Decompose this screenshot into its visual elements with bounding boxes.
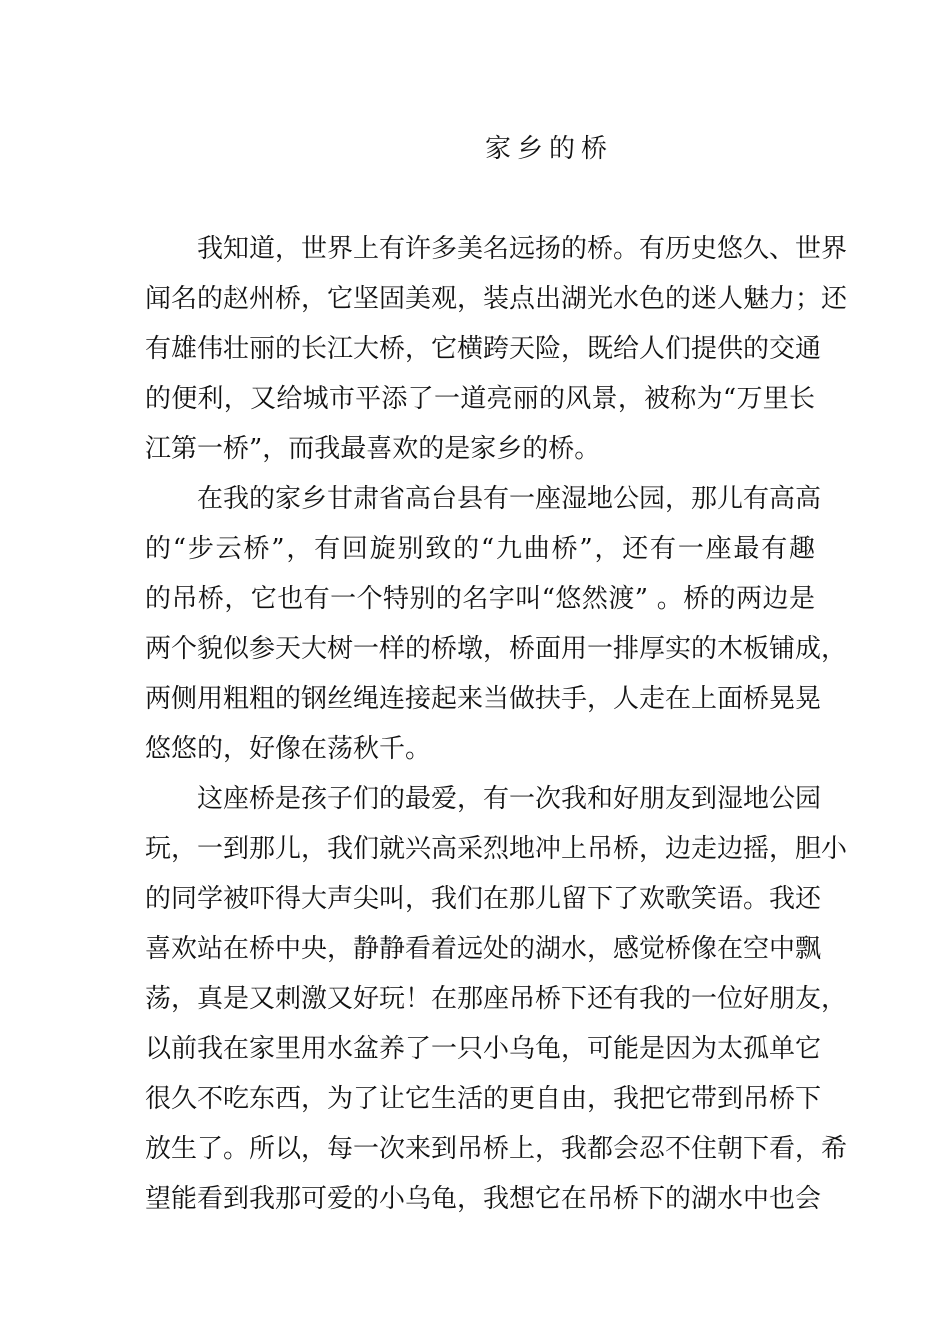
text-line: 放生了。所以，每一次来到吊桥上，我都会忍不住朝下看，希 [145,1134,848,1164]
text-line: 望能看到我那可爱的小乌龟，我想它在吊桥下的湖水中也会 [145,1184,822,1214]
text-line: 江第一桥”，而我最喜欢的是家乡的桥。 [145,434,601,464]
text-line: 我知道，世界上有许多美名远扬的桥。有历史悠久、世界 [197,234,848,264]
text-line: 以前我在家里用水盆养了一只小乌龟，可能是因为太孤单它 [145,1034,822,1064]
text-line: 悠悠的，好像在荡秋千。 [145,734,432,764]
text-line: 两个貌似参天大树一样的桥墩，桥面用一排厚实的木板铺成， [145,634,848,664]
text-line: 的吊桥，它也有一个特别的名字叫“悠然渡” 。桥的两边是 [145,584,815,614]
text-line: 在我的家乡甘肃省高台县有一座湿地公园，那儿有高高 [197,484,822,514]
document-title: 家乡的桥 [484,134,613,164]
text-line: 的“步云桥”，有回旋别致的“九曲桥”，还有一座最有趣 [145,534,815,564]
text-line: 荡，真是又刺激又好玩！在那座吊桥下还有我的一位好朋友， [145,984,848,1014]
text-line: 喜欢站在桥中央，静静看着远处的湖水，感觉桥像在空中飘 [145,934,822,964]
text-line: 的便利，又给城市平添了一道亮丽的风景，被称为“万里长 [145,384,815,414]
text-line: 很久不吃东西，为了让它生活的更自由，我把它带到吊桥下 [145,1084,822,1114]
text-line: 两侧用粗粗的钢丝绳连接起来当做扶手，人走在上面桥晃晃 [145,684,822,714]
text-line: 这座桥是孩子们的最爱，有一次我和好朋友到湿地公园 [197,784,822,814]
text-line: 玩，一到那儿，我们就兴高采烈地冲上吊桥，边走边摇，胆小 [145,834,848,864]
text-line: 的同学被吓得大声尖叫，我们在那儿留下了欢歌笑语。我还 [145,884,822,914]
text-line: 闻名的赵州桥，它坚固美观，装点出湖光水色的迷人魅力；还 [145,284,848,314]
text-line: 有雄伟壮丽的长江大桥，它横跨天险，既给人们提供的交通 [145,334,822,364]
